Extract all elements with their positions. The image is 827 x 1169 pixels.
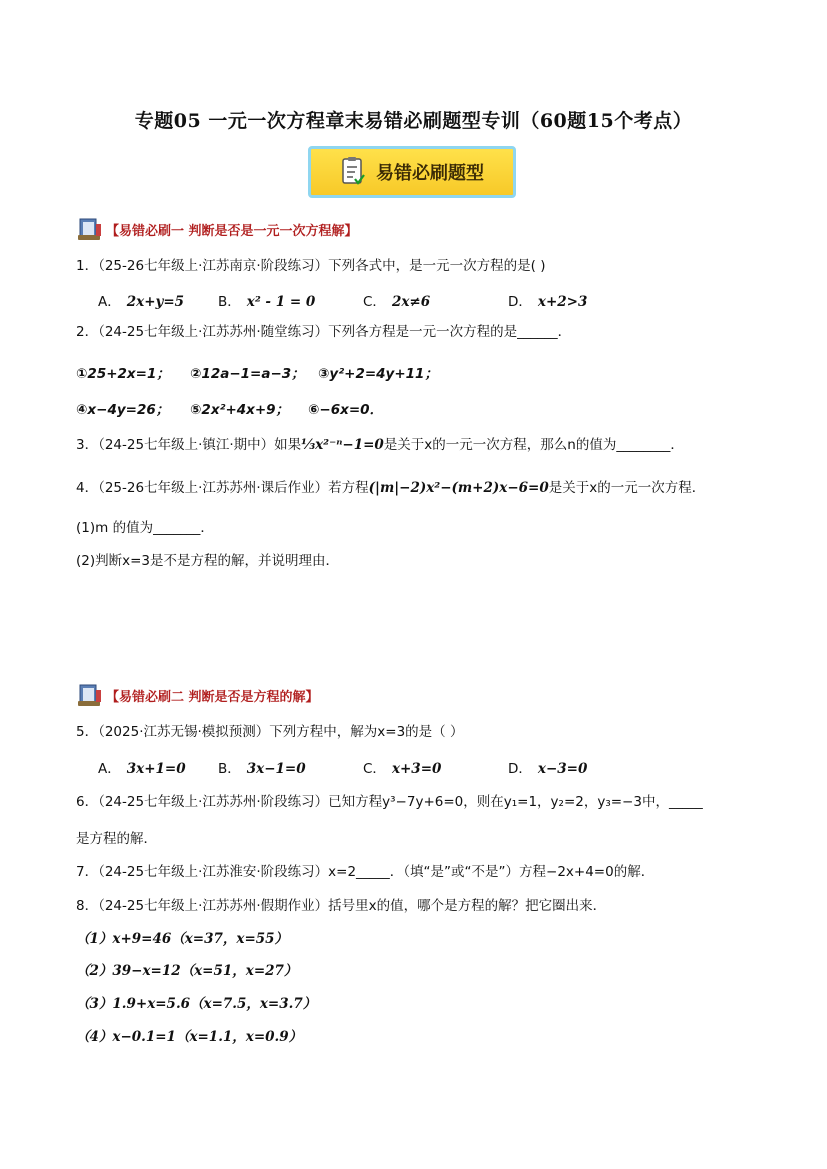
q2-item-2: ②12a−1=a−3； bbox=[190, 366, 305, 382]
question-1-stem: 1．（25-26七年级上·江苏南京·阶段练习）下列各式中，是一元一次方程的是( ) bbox=[76, 258, 546, 274]
q2-item-1: ①25+2x=1； bbox=[76, 366, 170, 382]
banner-label: 易错必刷题型 bbox=[376, 163, 484, 184]
section-label-1: 【易错必刷一 判断是否是一元一次方程解】 bbox=[106, 223, 358, 239]
q5-option-a: A． 3x+1=0 bbox=[98, 761, 186, 777]
checklist-icon bbox=[340, 157, 366, 187]
section-header-1 bbox=[76, 216, 358, 242]
q5-option-c: C． x+3=0 bbox=[363, 761, 442, 777]
section-header-2 bbox=[76, 682, 319, 708]
question-4: 4．（25-26七年级上·江苏苏州·课后作业）若方程(|m|−2)x²−(m+2)x−6=0是关于x的一元一次方程． bbox=[76, 480, 706, 496]
page-title: 专题05 一元一次方程章末易错必刷题型专训（60题15个考点） bbox=[134, 110, 693, 132]
q1-option-c: C． 2x≠6 bbox=[363, 294, 431, 310]
q8-item-4: （4）x−0.1=1（x=1.1，x=0.9） bbox=[76, 1029, 303, 1045]
q1-option-d: D． x+2>3 bbox=[508, 294, 588, 310]
banner bbox=[308, 146, 516, 198]
q8-item-3: （3）1.9+x=5.6（x=7.5，x=3.7） bbox=[76, 996, 317, 1012]
book-icon bbox=[76, 216, 104, 242]
question-8-stem: 8．（24-25七年级上·江苏苏州·假期作业）括号里x的值，哪个是方程的解？把它圈出来． bbox=[76, 898, 607, 914]
question-7: 7．（24-25七年级上·江苏淮安·阶段练习）x=2_____．（填“是”或“不是”）方程−2x+4=0的解． bbox=[76, 864, 655, 880]
question-5-stem: 5．（2025·江苏无锡·模拟预测）下列方程中，解为x=3的是（ ） bbox=[76, 724, 464, 740]
q8-item-2: （2）39−x=12（x=51，x=27） bbox=[76, 963, 298, 979]
q5-option-d: D． x−3=0 bbox=[508, 761, 588, 777]
q2-item-6: ⑥−6x=0． bbox=[308, 402, 384, 418]
question-6-line-1: 6．（24-25七年级上·江苏苏州·阶段练习）已知方程y³−7y+6=0，则在y₁=1，y₂=2，y₃=−3中，_____ bbox=[76, 794, 703, 810]
question-2-stem: 2．（24-25七年级上·江苏苏州·随堂练习）下列各方程是一元一次方程的是______． bbox=[76, 324, 572, 340]
section-label-2: 【易错必刷二 判断是否是方程的解】 bbox=[106, 689, 319, 705]
q1-option-b: B． x² - 1 = 0 bbox=[218, 294, 316, 310]
q4-sub-1: (1)m 的值为_______． bbox=[76, 520, 214, 536]
question-3: 3．（24-25七年级上·镇江·期中）如果⅓x²⁻ⁿ−1=0是关于x的一元一次方程，那么n的值为________． bbox=[76, 437, 684, 453]
q8-item-1: （1）x+9=46（x=37，x=55） bbox=[76, 931, 289, 947]
q2-item-3: ③y²+2=4y+11； bbox=[318, 366, 438, 382]
q2-item-4: ④x−4y=26； bbox=[76, 402, 170, 418]
q5-option-b: B． 3x−1=0 bbox=[218, 761, 306, 777]
book-icon bbox=[76, 682, 104, 708]
question-6-line-2: 是方程的解． bbox=[76, 831, 157, 847]
q1-option-a: A． 2x+y=5 bbox=[98, 294, 185, 310]
q2-item-5: ⑤2x²+4x+9； bbox=[190, 402, 290, 418]
q4-sub-2: (2)判断x=3是不是方程的解，并说明理由． bbox=[76, 553, 340, 569]
